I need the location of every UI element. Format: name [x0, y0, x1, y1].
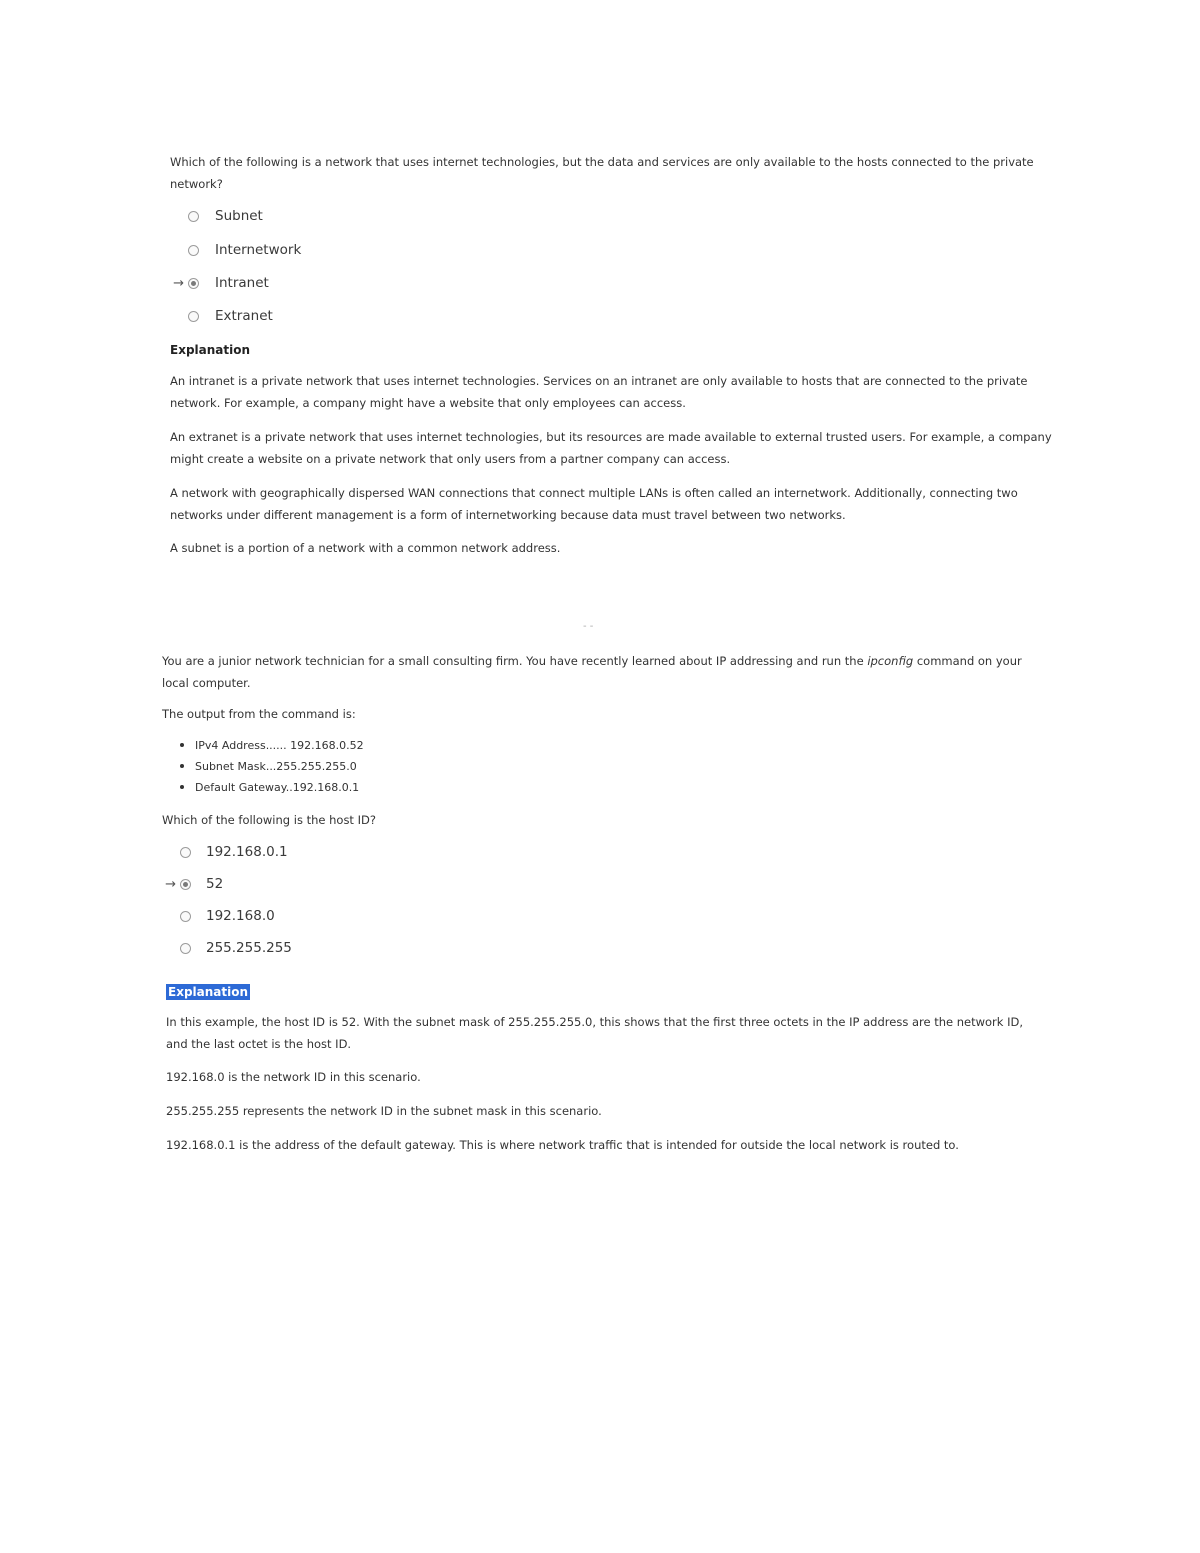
explanation-paragraph: 192.168.0 is the network ID in this scenario. [166, 1070, 421, 1084]
explanation-heading: Explanation [170, 343, 251, 357]
radio-button-selected[interactable] [180, 879, 191, 890]
selected-arrow-icon: → [173, 275, 184, 291]
radio-button[interactable] [188, 211, 199, 222]
option-label: 192.168.0 [206, 908, 275, 924]
option-label: 192.168.0.1 [206, 844, 288, 860]
explanation-paragraph: A subnet is a portion of a network with a common network address. [170, 541, 561, 555]
option-label: Internetwork [215, 242, 302, 258]
explanation-paragraph: An intranet is a private network that uses internet technologies. Services on an intranet are only available to hosts that are connected to the private network. For example, a company might have a website that only employees can access. [170, 374, 1028, 410]
option-label: Subnet [215, 208, 263, 224]
option-label: 52 [206, 876, 224, 892]
output-label: The output from the command is: [162, 707, 356, 721]
explanation-paragraph: 255.255.255 represents the network ID in the subnet mask in this scenario. [166, 1104, 602, 1118]
explanation-paragraph: 192.168.0.1 is the address of the default gateway. This is where network traffic that is intended for outside the local network is routed to. [166, 1138, 959, 1152]
explanation-heading: Explanation [168, 985, 249, 999]
radio-button[interactable] [180, 943, 191, 954]
scenario-text: You are a junior network technician for a small consulting firm. You have recently learned about IP addressing and run the ipconfig command on your local computer. [162, 654, 1022, 690]
list-item: Subnet Mask...255.255.255.0 [178, 756, 364, 777]
list-item: IPv4 Address...... 192.168.0.52 [178, 735, 364, 756]
radio-button[interactable] [188, 245, 199, 256]
command-name: ipconfig [867, 654, 914, 668]
radio-button-selected[interactable] [188, 278, 199, 289]
list-item: Default Gateway..192.168.0.1 [178, 777, 364, 798]
option-label: Extranet [215, 308, 273, 324]
option-label: Intranet [215, 275, 269, 291]
explanation-paragraph: An extranet is a private network that uses internet technologies, but its resources are made available to external trusted users. For example, a company might create a website on a private network that only users from a partner company can access. [170, 430, 1052, 466]
option-label: 255.255.255 [206, 940, 292, 956]
explanation-paragraph: In this example, the host ID is 52. With the subnet mask of 255.255.255.0, this shows that the first three octets in the IP address are the network ID, and the last octet is the host ID. [166, 1015, 1024, 1051]
explanation-paragraph: A network with geographically dispersed WAN connections that connect multiple LANs is often called an internetwork. Additionally, connecting two networks under different management is a form of internetworking because data must travel between two networks. [170, 486, 1018, 522]
question-text: Which of the following is the host ID? [162, 813, 376, 827]
radio-button[interactable] [180, 847, 191, 858]
selected-arrow-icon: → [165, 876, 176, 892]
radio-button[interactable] [180, 911, 191, 922]
command-output-list [178, 735, 364, 798]
question-text: Which of the following is a network that uses internet technologies, but the data and services are only available to the hosts connected to the private network? [170, 155, 1034, 191]
radio-button[interactable] [188, 311, 199, 322]
page-separator: - - [583, 621, 594, 632]
